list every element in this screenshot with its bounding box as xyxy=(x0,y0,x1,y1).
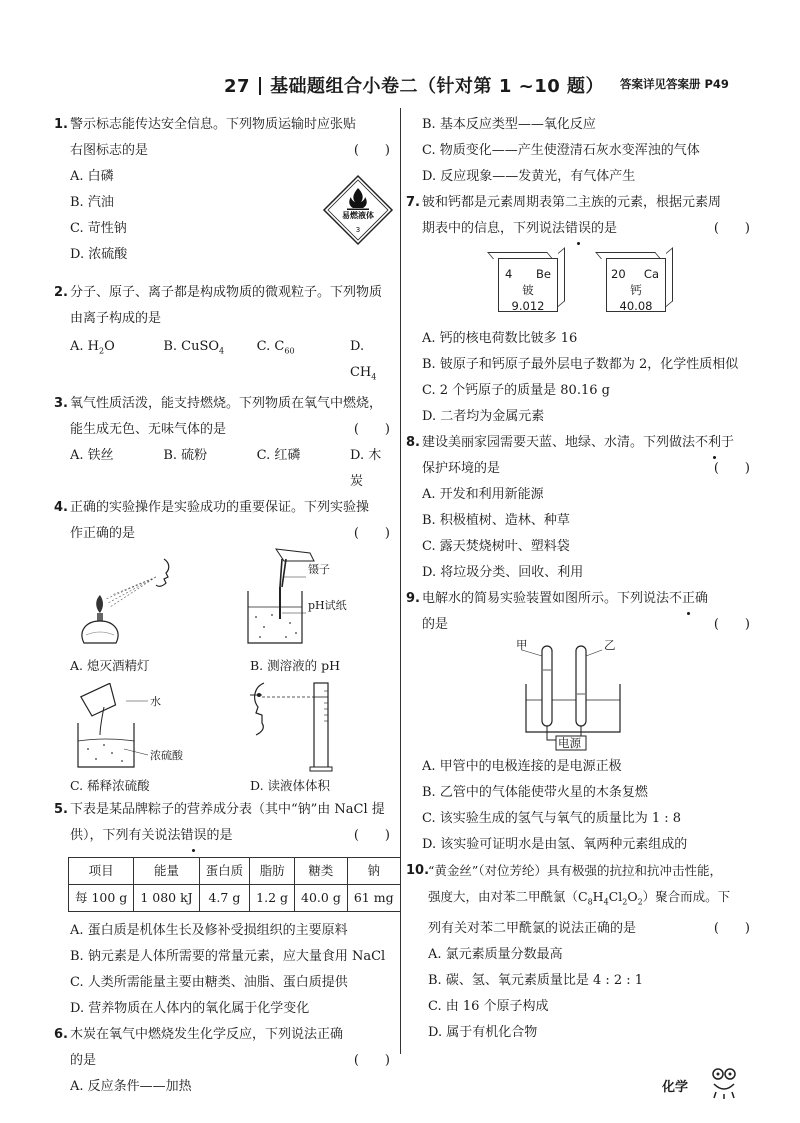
figure-ph-test[interactable] xyxy=(240,547,350,647)
question-number: 10. xyxy=(406,863,430,878)
option-d[interactable]: D. 浓硫酸 xyxy=(70,247,128,262)
question-number: 9. xyxy=(406,591,420,606)
answer-blank[interactable]: ( ) xyxy=(713,920,750,936)
question-number: 5. xyxy=(54,801,68,817)
label-tube-jia: 甲 xyxy=(516,638,528,652)
label-sulfuric-acid: 浓硫酸 xyxy=(150,748,183,762)
option-a[interactable]: A. 白磷 xyxy=(70,169,114,184)
option-d[interactable]: D. 营养物质在人体内的氧化属于化学变化 xyxy=(70,1000,310,1016)
question-3 xyxy=(54,391,390,495)
question-stem: 期表中的信息，下列说法错误的是 xyxy=(422,216,750,242)
option-a[interactable]: A. 蛋白质是机体生长及修补受损组织的主要原料 xyxy=(70,922,348,938)
question-stem: 正确的实验操作是实验成功的重要保证。下列实验操 xyxy=(70,499,370,515)
option-b[interactable]: B. 基本反应类型——氧化反应 xyxy=(422,117,596,132)
label-power-source: 电源 xyxy=(558,736,581,750)
question-8 xyxy=(406,430,750,586)
option-a[interactable]: A. 钙的核电荷数比铍多 16 xyxy=(422,331,578,346)
question-number: 7. xyxy=(406,195,420,210)
question-number: 4. xyxy=(54,499,68,515)
header xyxy=(0,72,800,98)
option-c[interactable]: C. 红磷 xyxy=(256,447,301,463)
option-d[interactable]: D. 二者均为金属元素 xyxy=(422,409,545,424)
question-number: 2. xyxy=(54,285,68,300)
question-stem: 的是 xyxy=(70,1052,97,1068)
question-stem: 铍和钙都是元素周期表第二主族的元素，根据元素周 xyxy=(422,195,722,210)
question-9 xyxy=(406,586,750,858)
paper-number: 27 xyxy=(224,76,251,97)
question-number: 1. xyxy=(54,117,68,132)
option-b[interactable]: B. 乙管中的气体能使带火星的木条复燃 xyxy=(422,785,648,800)
right-column xyxy=(406,112,750,1046)
question-2 xyxy=(54,280,390,391)
option-a[interactable]: A. 氯元素质量分数最高 xyxy=(428,946,563,962)
answer-reference: 答案详见答案册 P49 xyxy=(620,77,729,91)
table-row: 每 100 g 1 080 kJ 4.7 g 1.2 g 40.0 g 61 mg xyxy=(69,884,401,911)
answer-blank[interactable]: ( ) xyxy=(713,461,750,476)
label-water: 水 xyxy=(150,694,161,708)
option-b[interactable]: B. 钠元素是人体所需要的常量元素，应大量食用 NaCl xyxy=(70,948,386,964)
question-stem: 建设美丽家园需要天蓝、地绿、水清。下列做法不利于 xyxy=(422,430,750,456)
emphasis-dots: 错误 xyxy=(565,221,591,236)
option-b[interactable]: B. 汽油 xyxy=(70,195,114,210)
question-6-continued xyxy=(406,112,750,190)
label-ph-paper: pH试纸 xyxy=(308,598,347,612)
question-stem: 电解水的简易实验装置如图所示。下列说法不正确 xyxy=(422,586,750,612)
question-5 xyxy=(54,797,394,1022)
answer-blank[interactable]: ( ) xyxy=(713,617,750,632)
label-tweezers: 镊子 xyxy=(308,562,330,576)
question-stem: 作正确的是 xyxy=(70,525,136,541)
periodic-table-cells xyxy=(406,242,750,326)
question-stem: 右图标志的是 xyxy=(70,143,149,158)
footer-subject: 化学 xyxy=(662,1080,689,1095)
answer-blank[interactable]: ( ) xyxy=(353,827,390,843)
option-b[interactable]: B. 积极植树、造林、种草 xyxy=(422,513,570,528)
experiment-figures xyxy=(54,547,390,797)
flammable-liquid-sign xyxy=(322,174,394,246)
sign-label: 易燃液体 xyxy=(342,211,374,220)
answer-blank[interactable]: ( ) xyxy=(353,525,390,541)
caption-c: C. 稀释浓硫酸 xyxy=(70,777,150,793)
question-6 xyxy=(54,1022,390,1100)
question-stem: “黄金丝”（对位芳纶）具有极强的抗拉和抗冲击性能， xyxy=(428,863,723,878)
question-stem: 下表是某品牌粽子的营养成分表（其中“钠”由 NaCl 提 xyxy=(70,801,385,817)
question-4 xyxy=(54,495,390,797)
option-c[interactable]: C. 苛性钠 xyxy=(70,221,127,236)
option-b[interactable]: B. 碳、氢、氧元素质量比是 4 : 2 : 1 xyxy=(428,972,644,988)
label-tube-yi: 乙 xyxy=(604,638,616,652)
emphasis-dots: 不利于 xyxy=(695,435,734,450)
option-c[interactable]: C. 人类所需能量主要由糖类、油脂、蛋白质提供 xyxy=(70,974,348,990)
question-7 xyxy=(406,190,750,430)
emphasis-dots: 错误 xyxy=(181,828,207,843)
question-stem: 氧气性质活泼，能支持燃烧。下列物质在氧气中燃烧， xyxy=(70,395,383,411)
question-stem: 由离子构成的是 xyxy=(70,311,162,326)
title-separator xyxy=(259,77,261,95)
page-title xyxy=(224,72,604,98)
question-number: 3. xyxy=(54,395,68,411)
question-stem: 的是 xyxy=(422,617,449,632)
question-stem: 列有关对苯二甲酰氯的说法正确的是 xyxy=(428,920,637,936)
paper-title: 基础题组合小卷二（针对第 1 ~10 题） xyxy=(270,76,605,97)
option-d[interactable]: D. 属于有机化合物 xyxy=(428,1024,538,1040)
caption-a: A. 熄灭酒精灯 xyxy=(70,657,150,673)
table-header-row: 项目 能量 蛋白质 脂肪 糖类 钠 xyxy=(69,857,401,884)
question-stem: 能生成无色、无味气体的是 xyxy=(70,421,227,437)
figure-alcohol-lamp[interactable] xyxy=(66,555,196,645)
answer-blank[interactable]: ( ) xyxy=(353,421,390,437)
option-c[interactable]: C. 由 16 个原子构成 xyxy=(428,998,549,1014)
question-stem: 分子、原子、离子都是构成物质的微观粒子。下列物质 xyxy=(70,285,383,300)
question-10 xyxy=(406,858,750,1046)
option-d[interactable]: D. 将垃圾分类、回收、利用 xyxy=(422,565,584,580)
question-stem: 木炭在氧气中燃烧发生化学反应，下列说法正确 xyxy=(70,1026,344,1042)
question-stem: 保护环境的是 xyxy=(422,461,501,476)
option-c[interactable]: C. 露天焚烧树叶、塑料袋 xyxy=(422,539,570,554)
question-stem: 供），下列有关说法错误的是 xyxy=(70,823,390,849)
question-number: 8. xyxy=(406,435,420,450)
mascot-icon xyxy=(706,1064,742,1100)
option-c[interactable]: C. 该实验生成的氢气与氧气的质量比为 1 : 8 xyxy=(422,811,682,826)
electrolysis-figure xyxy=(406,638,750,754)
option-a[interactable]: A. 铁丝 xyxy=(70,447,114,463)
question-stem: 警示标志能传达安全信息。下列物质运输时应张贴 xyxy=(70,117,357,132)
option-a[interactable]: A. 开发和利用新能源 xyxy=(422,487,544,502)
column-divider xyxy=(400,108,401,1054)
question-number: 6. xyxy=(54,1026,68,1042)
option-a[interactable]: A. $H_2O$ xyxy=(70,339,115,356)
question-stem: 强度大，由对苯二甲酰氯$(C_8H_4Cl_2O_2)$聚合而成。下 xyxy=(428,889,731,907)
option-d[interactable]: D. 该实验可证明水是由氢、氧两种元素组成的 xyxy=(422,837,688,852)
option-d[interactable]: D. $CH_4$ xyxy=(349,339,377,382)
left-column xyxy=(54,112,394,1100)
option-d[interactable]: D. 反应现象——发黄光，有气体产生 xyxy=(422,169,636,184)
answer-blank[interactable]: ( ) xyxy=(353,1052,390,1068)
option-c[interactable]: C. 2 个钙原子的质量是 80.16 g xyxy=(422,383,610,398)
option-b[interactable]: B. 硫粉 xyxy=(163,447,208,463)
caption-b: B. 测溶液的 pH xyxy=(250,657,341,673)
nutrition-table xyxy=(68,857,401,912)
option-a[interactable]: A. 甲管中的电极连接的是电源正极 xyxy=(422,759,622,774)
element-cell-calcium: 20 Ca 钙 40.08 xyxy=(606,258,666,312)
option-c[interactable]: C. 物质变化——产生使澄清石灰水变浑浊的气体 xyxy=(422,143,700,158)
element-cell-beryllium: 4 Be 铍 9.012 xyxy=(498,258,558,312)
figure-read-volume[interactable] xyxy=(240,677,350,773)
option-c[interactable]: C. $C_{60}$ xyxy=(256,339,295,356)
emphasis-dots: 不正确 xyxy=(669,591,708,606)
option-a[interactable]: A. 反应条件——加热 xyxy=(70,1078,192,1094)
sign-class-number: 3 xyxy=(355,226,361,234)
option-d[interactable]: D. 木炭 xyxy=(349,447,382,489)
answer-blank[interactable]: ( ) xyxy=(713,221,750,236)
answer-blank[interactable]: ( ) xyxy=(353,143,390,158)
option-b[interactable]: B. CuSO$_4$ xyxy=(163,339,225,356)
question-1 xyxy=(54,112,390,272)
option-b[interactable]: B. 铍原子和钙原子最外层电子数都为 2，化学性质相似 xyxy=(422,357,739,372)
caption-d: D. 读液体体积 xyxy=(250,777,331,793)
